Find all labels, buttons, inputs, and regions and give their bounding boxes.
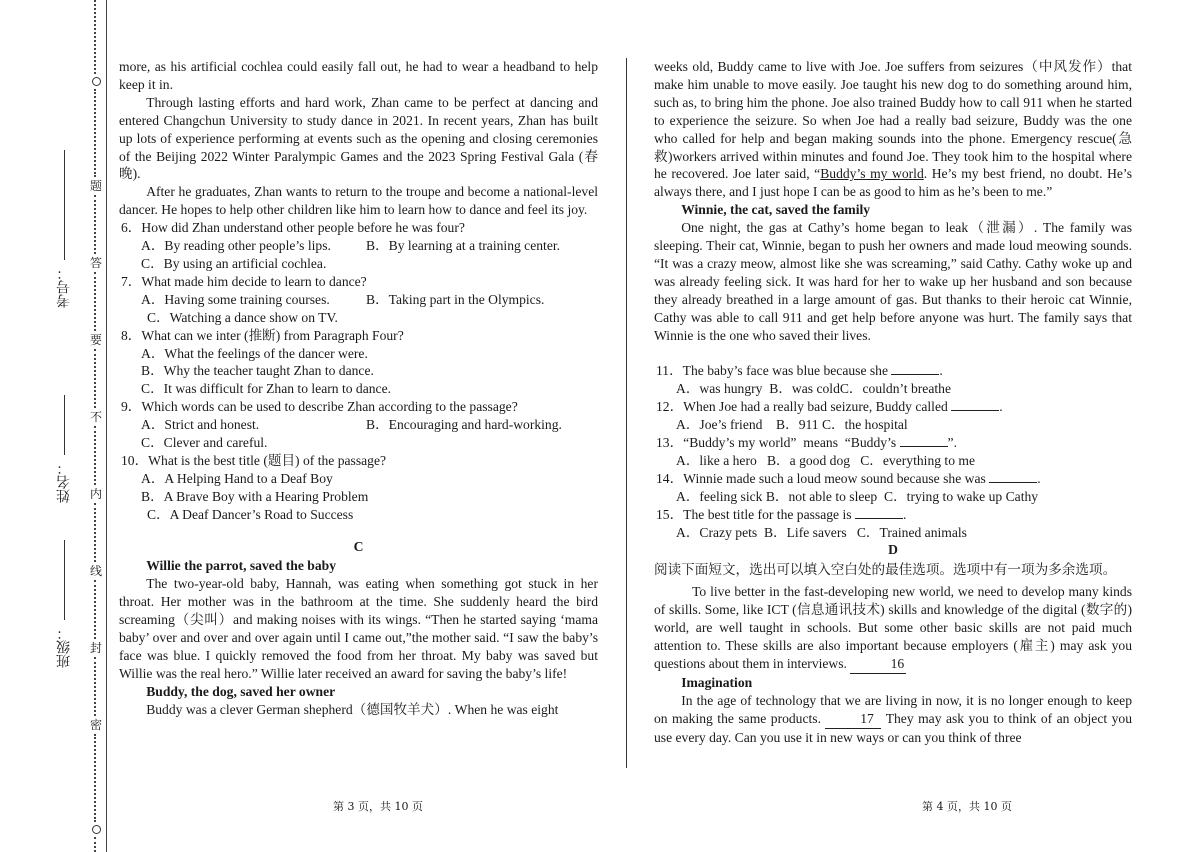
question-stem: 10．What is the best title (题目) of the passage?	[121, 452, 387, 468]
punch-hole-icon	[92, 77, 101, 86]
question-8	[119, 327, 598, 399]
option-b[interactable]: B．By learning at a training center.	[366, 238, 561, 254]
question-13	[654, 434, 1132, 470]
story-text-winnie: One night, the gas at Cathy’s home began to leak（泄漏）. The family was sleeping. Their cat, Winnie, began to push her owners and made loud meowing sounds. “It was a crazy meow, almost like she was screaming,” said Cathy. Cathy woke up and was already feeling sick. It was hard for her to wake up her husband and son because they already breathed in a large amount of gas. But thanks to their heroic cat Winnie, Cathy was able to call 911 and get help before anyone was hurt. The family says that Winnie is the one who saved their lives.	[654, 220, 1132, 343]
section-d-paragraph: In the age of technology that we are living in now, it is no longer enough to keep on making the same products. 17 They may ask you to think of an object you use every day. Can you use it in new ways or can you think of three	[654, 692, 1132, 745]
option-c[interactable]: C．Clever and careful.	[141, 435, 268, 451]
class-label: 班级：	[56, 626, 72, 668]
question-stem: 14．Winnie made such a loud meow sound because she was .	[656, 470, 1041, 486]
option-a[interactable]: A．Strict and honest.	[141, 417, 260, 433]
story-title-winnie: Winnie, the cat, saved the family	[681, 202, 871, 218]
answer-blank-16[interactable]: 16	[850, 655, 906, 674]
question-stem: 13．“Buddy’s my world” means “Buddy’s ”.	[656, 435, 957, 451]
question-stem: 12．When Joe had a really bad seizure, Buddy called .	[656, 399, 1003, 415]
seal-char: 答	[90, 256, 103, 271]
story-text-buddy-continued: weeks old, Buddy came to live with Joe. Joe suffers from seizures（中风发作）that make him unable to move easily. Joe taught his new dog to do something around him, such as, to bring him the phone. Joe also trained Buddy how to call 911 when he started to experience the seizure. So when Joe had a really bad seizure, Buddy was the one who called for help and began making sounds into the phone. Emergency rescue(急救)workers arrived within minutes and found Joe. They took him to the hospital where he recovered. Joe later said, “Buddy’s my world. He’s my best friend, no doubt. He’s always there, and I just hope I can be as good to him as he’s been to me.”	[654, 59, 1132, 200]
question-7	[119, 273, 598, 327]
question-stem: 15．The best title for the passage is .	[656, 506, 907, 522]
right-column	[654, 58, 1132, 746]
name-label: 姓名：	[56, 461, 72, 503]
seal-char: 线	[90, 563, 103, 578]
answer-blank[interactable]	[989, 482, 1037, 483]
page-footer-right: 第 4 页，共 10 页	[922, 800, 1012, 813]
option-b[interactable]: B．Encouraging and hard-working.	[366, 417, 562, 433]
exam-number-label: 考号：	[56, 266, 72, 308]
option-a[interactable]: A．What the feelings of the dancer were.	[141, 345, 368, 361]
subheading-imagination: Imagination	[681, 674, 753, 690]
seal-char: 内	[90, 486, 103, 501]
option-b[interactable]: B．Why the teacher taught Zhan to dance.	[141, 363, 374, 379]
question-6	[119, 219, 598, 273]
underlined-phrase: Buddy’s my world	[820, 166, 924, 182]
story-text-buddy: Buddy was a clever German shepherd（德国牧羊犬）. When he was eight	[146, 701, 559, 717]
answer-blank[interactable]	[951, 410, 999, 411]
section-heading-c: C	[353, 538, 364, 554]
seal-dotted-line	[90, 0, 103, 852]
option-c[interactable]: C．Watching a dance show on TV.	[147, 309, 338, 325]
passage-b-paragraph: more, as his artificial cochlea could easily fall out, he had to wear a headband to help keep it in.	[119, 59, 598, 92]
seal-char: 要	[90, 333, 103, 348]
question-9	[119, 398, 598, 452]
option-b[interactable]: B．Taking part in the Olympics.	[366, 291, 545, 307]
seal-char: 题	[90, 179, 103, 194]
question-14	[654, 470, 1132, 506]
question-stem: 9．Which words can be used to describe Zhan according to the passage?	[121, 399, 518, 415]
seal-char: 不	[90, 410, 103, 424]
question-stem: 7．What made him decide to learn to dance?	[121, 273, 367, 289]
options[interactable]: A．Joe’s friend B．911 C．the hospital	[676, 417, 908, 433]
options[interactable]: A．was hungry B．was coldC．couldn’t breathe	[676, 381, 951, 397]
question-15	[654, 506, 1132, 542]
story-title-buddy: Buddy, the dog, saved her owner	[146, 683, 336, 699]
question-stem: 11．The baby’s face was blue because she .	[656, 363, 943, 379]
question-11	[654, 362, 1132, 398]
options[interactable]: A．feeling sick B．not able to sleep C．trying to wake up Cathy	[676, 488, 1039, 504]
answer-blank[interactable]	[900, 446, 948, 447]
question-10	[119, 452, 598, 524]
option-a[interactable]: A．Having some training courses.	[141, 291, 330, 307]
column-divider	[626, 58, 627, 768]
class-field[interactable]	[52, 540, 76, 668]
options[interactable]: A．like a hero B．a good dog C．everything to me	[676, 452, 976, 468]
answer-blank[interactable]	[891, 374, 939, 375]
passage-b-paragraph: After he graduates, Zhan wants to return to the troupe and become a national-level dancer. He hopes to help other children like him to learn how to dance and feel its joy.	[119, 184, 598, 218]
name-field[interactable]	[52, 395, 76, 503]
story-title-willie: Willie the parrot, saved the baby	[146, 558, 337, 574]
option-b[interactable]: B．A Brave Boy with a Hearing Problem	[141, 488, 369, 504]
option-a[interactable]: A．A Helping Hand to a Deaf Boy	[141, 470, 333, 486]
punch-hole-icon	[92, 825, 101, 834]
question-12	[654, 398, 1132, 434]
section-heading-d: D	[888, 542, 898, 558]
passage-b-paragraph: Through lasting efforts and hard work, Zhan came to be perfect at dancing and entered Changchun University to study dance in 2021. In recent years, Zhan has built up lots of experience performing at events such as the opening and closing ceremonies of the Beijing 2022 Winter Paralympic Games and the 2023 Spring Festival Gala (春晚).	[119, 94, 598, 182]
question-stem: 8．What can we inter (推断) from Paragraph Four?	[121, 327, 404, 343]
binding-border	[106, 0, 107, 852]
page-footer-left: 第 3 页，共 10 页	[333, 800, 423, 813]
story-text-willie: The two-year-old baby, Hannah, was eating when something got stuck in her throat. Her mother was in the bathroom at the time. She suddenly heard the bird screaming（尖叫）and making noises with its wings. “Then he started saying ‘mama baby’ over and over and over again until I came out,”the mother said. “I saw the baby’s face was blue. I quickly removed the food from her throat. My baby was saved but Willie was the real hero.” Willie later received an award for saving the baby’s life!	[119, 576, 598, 681]
question-stem: 6．How did Zhan understand other people before he was four?	[121, 220, 465, 236]
section-d-paragraph: To live better in the fast-developing new world, we need to develop many kinds of skills. Some, like ICT (信息通讯技术) skills and knowledge of the digital (数字的) world, are well taught in schools. But some other basic skills are not paid much attention to. These skills are also important because employers (雇主) may ask you questions about them in interviews. 16	[654, 583, 1132, 674]
seal-char: 封	[90, 640, 103, 655]
option-c[interactable]: C．A Deaf Dancer’s Road to Success	[147, 506, 354, 522]
option-a[interactable]: A．By reading other people’s lips.	[141, 238, 331, 254]
seal-char: 密	[90, 717, 103, 732]
section-d-instruction: 阅读下面短文，选出可以填入空白处的最佳选项。选项中有一项为多余选项。	[654, 562, 1117, 578]
exam-number-field[interactable]	[52, 150, 76, 308]
left-column	[119, 58, 598, 719]
binding-margin	[0, 0, 110, 852]
answer-blank-17[interactable]: 17	[825, 710, 881, 729]
options[interactable]: A．Crazy pets B．Life savers C．Trained animals	[676, 524, 967, 540]
option-c[interactable]: C．By using an artificial cochlea.	[141, 255, 327, 271]
answer-blank[interactable]	[855, 518, 903, 519]
option-c[interactable]: C．It was difficult for Zhan to learn to dance.	[141, 381, 392, 397]
